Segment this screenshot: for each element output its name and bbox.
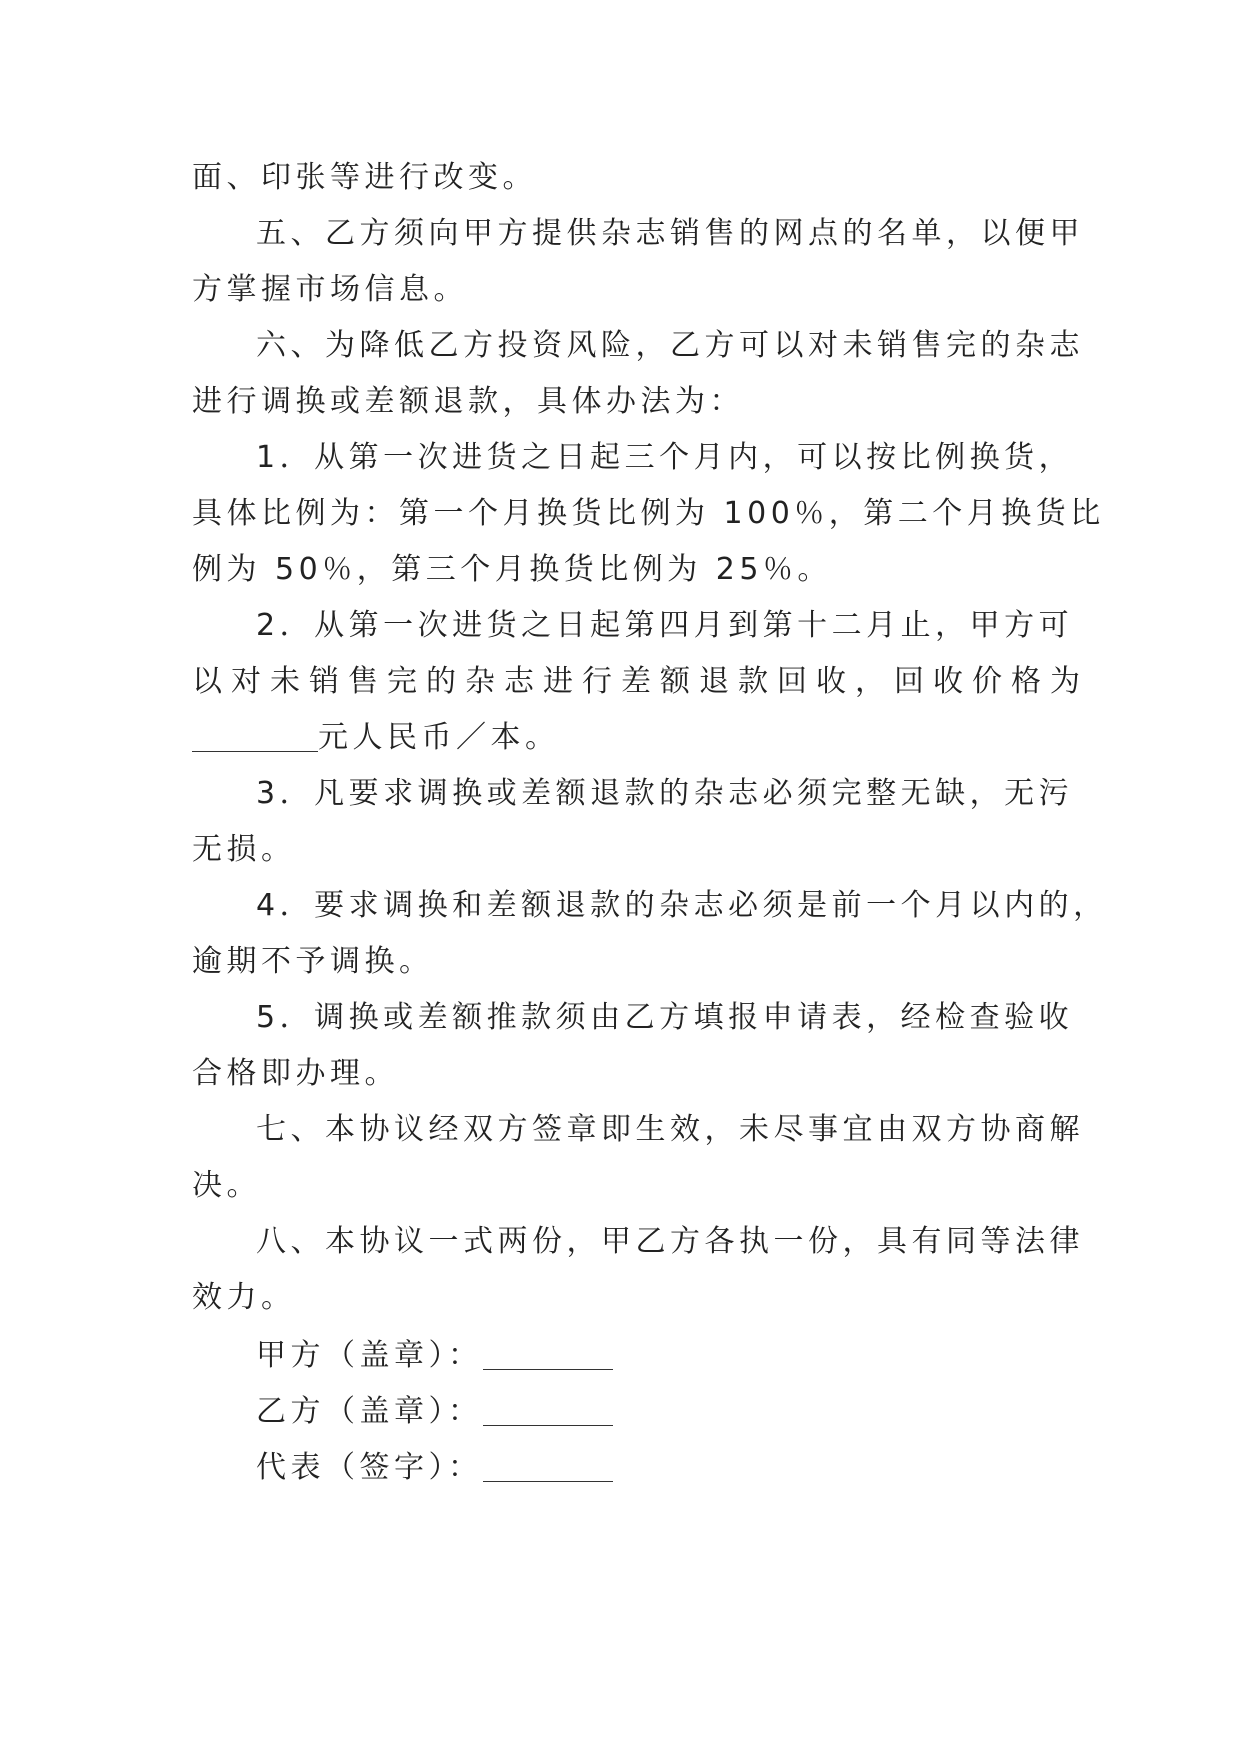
item-4-line-1: 4．要求调换和差额退款的杂志必须是前一个月以内的， bbox=[256, 888, 1108, 923]
item-4-line-2: 逾期不予调换。 bbox=[192, 944, 434, 979]
text-line: 面、印张等进行改变。 bbox=[192, 160, 537, 195]
item-5-line-2: 合格即办理。 bbox=[192, 1056, 399, 1091]
signature-blank-a[interactable] bbox=[483, 1339, 613, 1370]
clause-8-line-1: 八、本协议一式两份，甲乙方各执一份，具有同等法律 bbox=[256, 1224, 1084, 1259]
item-1-line-1: 1．从第一次进货之日起三个月内，可以按比例换货， bbox=[256, 440, 1074, 475]
clause-7-line-2: 决。 bbox=[192, 1168, 261, 1203]
clause-6-line-1: 六、为降低乙方投资风险，乙方可以对未销售完的杂志 bbox=[256, 328, 1084, 363]
signature-blank-rep[interactable] bbox=[483, 1451, 613, 1482]
signature-label-rep: 代表（签字）： bbox=[256, 1450, 483, 1485]
clause-5-line-2: 方掌握市场信息。 bbox=[192, 272, 468, 307]
price-blank[interactable] bbox=[192, 721, 318, 752]
item-5-line-1: 5．调换或差额推款须由乙方填报申请表，经检查验收 bbox=[256, 1000, 1074, 1035]
item-2-line-2: 以对未销售完的杂志进行差额退款回收，回收价格为 bbox=[192, 664, 1089, 699]
item-1-line-3: 例为 50％，第三个月换货比例为 25％。 bbox=[192, 552, 832, 587]
clause-6-line-2: 进行调换或差额退款，具体办法为： bbox=[192, 384, 744, 419]
signature-label-b: 乙方（盖章）： bbox=[256, 1394, 483, 1429]
clause-7-line-1: 七、本协议经双方签章即生效，未尽事宜由双方协商解 bbox=[256, 1112, 1084, 1147]
price-unit-text: 元人民币／本。 bbox=[318, 720, 560, 755]
item-2-line-3 bbox=[192, 718, 560, 758]
signature-party-b bbox=[256, 1392, 613, 1432]
clause-5-line-1: 五、乙方须向甲方提供杂志销售的网点的名单，以便甲 bbox=[256, 216, 1084, 251]
signature-label-a: 甲方（盖章）： bbox=[256, 1338, 483, 1373]
signature-blank-b[interactable] bbox=[483, 1395, 613, 1426]
item-2-line-1: 2．从第一次进货之日起第四月到第十二月止，甲方可 bbox=[256, 608, 1074, 643]
clause-8-line-2: 效力。 bbox=[192, 1280, 296, 1315]
signature-party-a bbox=[256, 1336, 613, 1376]
signature-representative bbox=[256, 1448, 613, 1488]
item-3-line-2: 无损。 bbox=[192, 832, 296, 867]
item-3-line-1: 3．凡要求调换或差额退款的杂志必须完整无缺，无污 bbox=[256, 776, 1074, 811]
item-1-line-2: 具体比例为：第一个月换货比例为 100％，第二个月换货比 bbox=[192, 496, 1105, 531]
